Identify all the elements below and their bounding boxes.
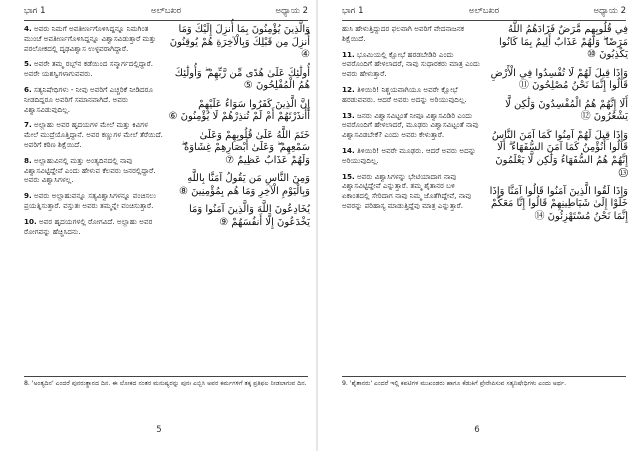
page-number: 6	[474, 425, 480, 435]
arabic-verse: وَإِذَا قِيلَ لَهُمْ لَا تُفْسِدُوا فِي الْأَرْضِ قَالُوا إِنَّمَا نَحْنُ مُصْلِحُونَ ⑪	[490, 67, 628, 91]
header-title: ಅಲ್‌ಬಖರ	[150, 6, 182, 16]
arabic-verse: وَالَّذِينَ يُؤْمِنُونَ بِمَا أُنزِلَ إِلَيْكَ وَمَا أُنزِلَ مِن قَبْلِكَ وَبِالْآخِرَةِ هُمْ يُوقِنُونَ ④	[169, 24, 310, 60]
arabic-verse: خَتَمَ اللَّهُ عَلَىٰ قُلُوبِهِمْ وَعَلَىٰ سَمْعِهِمْ ۖ وَعَلَىٰ أَبْصَارِهِمْ غِشَاوَةٌ ۖ وَلَهُمْ عَذَابٌ عَظِيمٌ ⑦	[181, 129, 310, 166]
verse-translation: 15. ಅವರು ವಿಶ್ವಾಸಿಗಳನ್ನು ಭೇಟಿಯಾದಾಗ ನಾವು ವಿಶ್ವಾಸವಿಟ್ಟಿದ್ದೇವೆ ಎನ್ನುತ್ತಾರೆ. ತಮ್ಮ ಶೈತಾನರ ಬಳಿ ಏಕಾಂತದಲ್ಲಿ ಸೇರಿದಾಗ ನಾವು ನಿಮ್ಮ ಜೊತೆಗಿದ್ದೇವೆ, ನಾವು ಅವರನ್ನು ಪರಿಹಾಸ್ಯ ಮಾಡುತ್ತಿದ್ದೆವು ಮಾತ್ರ ಎನ್ನುತ್ತಾರೆ.	[342, 171, 472, 210]
arabic-verse: يُخَادِعُونَ اللَّهَ وَالَّذِينَ آمَنُوا وَمَا يَخْدَعُونَ إِلَّا أَنفُسَهُمْ ⑨	[188, 204, 310, 228]
header-part: ಭಾಗ 1	[342, 6, 364, 16]
arabic-verse: وَإِذَا لَقُوا الَّذِينَ آمَنُوا قَالُوا آمَنَّا وَإِذَا خَلَوْا إِلَىٰ شَيَاطِينِهِمْ قَالُوا إِنَّا مَعَكُمْ إِنَّمَا نَحْنُ مُسْتَهْزِئُونَ ⑭	[489, 185, 628, 222]
verse-translation: 5. ಅವರೇ ತಮ್ಮ ರಬ್ಬ್‌ನ ಕಡೆಯಿಂದ ಸನ್ಮಾರ್ಗದಲ್ಲಿದ್ದಾರೆ. ಅವರೇ ಯಶಸ್ವಿಗಳಾಗುವವರು.	[24, 59, 153, 79]
arabic-verse: أُولَٰئِكَ عَلَىٰ هُدًى مِّن رَّبِّهِمْ ۖ وَأُولَٰئِكَ هُمُ الْمُفْلِحُونَ ⑤	[174, 67, 310, 91]
footnote: 8. 'ಅಂತ್ಯದಿನ' ಎಂದರೆ ಪುನರುತ್ಥಾನದ ದಿನ. ಈ ಲೋಕದ ನಂತರ ಮನುಷ್ಯರನ್ನು ಪುನಃ ಎಬ್ಬಿಸಿ ಅವರ ಕರ್ಮಗಳಿಗೆ ತಕ್ಕ ಪ್ರತಿಫಲ ನೀಡಲಾಗುವ ದಿನ.	[24, 376, 308, 389]
arabic-column	[486, 24, 628, 229]
verse-translation: 7. ಅಲ್ಲಾಹು ಅವರ ಹೃದಯಗಳ ಮೇಲೆ ಮತ್ತು ಕಿವಿಗಳ ಮೇಲೆ ಮುದ್ರೆಯೊತ್ತಿದ್ದಾನೆ. ಅವರ ಕಣ್ಣುಗಳ ಮೇಲೆ ತೆರೆಯಿದೆ. ಅವರಿಗೆ ಕಠಿಣ ಶಿಕ್ಷೆಯಿದೆ.	[24, 120, 163, 149]
verse-translation: 14. ತಿಳಿಯಿರಿ! ಅವರೇ ಮೂಢರು. ಆದರೆ ಅವರು ಅದನ್ನು ಅರಿಯುವುದಿಲ್ಲ.	[342, 145, 477, 165]
verse-translation: 12. ತಿಳಿಯಿರಿ! ನಿಶ್ಚಯವಾಗಿಯೂ ಅವರೇ ಕ್ಷೋಭೆ ಹರಡುವವರು. ಆದರೆ ಅವರು ಅದನ್ನು ಅರಿಯುವುದಿಲ್ಲ.	[342, 84, 467, 104]
arabic-verse: فِي قُلُوبِهِم مَّرَضٌ فَزَادَهُمُ اللَّهُ مَرَضًا ۖ وَلَهُمْ عَذَابٌ أَلِيمٌ بِمَا كَانُوا يَكْذِبُونَ ⑩	[499, 24, 628, 60]
translation-column	[342, 24, 482, 217]
arabic-verse: إِنَّ الَّذِينَ كَفَرُوا سَوَاءٌ عَلَيْهِمْ أَأَنذَرْتَهُمْ أَمْ لَمْ تُنذِرْهُمْ لَا يُؤْمِنُونَ ⑥	[168, 98, 310, 122]
verse-translation: 11. ಭೂಮಿಯಲ್ಲಿ ಕ್ಷೋಭೆ ಹರಡಬೇಡಿರಿ ಎಂದು ಅವರೊಂದಿಗೆ ಹೇಳಲಾದರೆ, ನಾವು ಸುಧಾರಕರು ಮಾತ್ರ ಎಂದು ಅವರು ಹೇಳುತ್ತಾರೆ.	[342, 49, 480, 79]
arabic-verse: وَمِنَ النَّاسِ مَن يَقُولُ آمَنَّا بِاللَّهِ وَبِالْيَوْمِ الْآخِرِ وَمَا هُم بِمُؤْمِنِينَ ⑧	[178, 173, 310, 197]
page-number: 5	[156, 425, 162, 435]
verse-translation: 8. ಅಲ್ಲಾಹುವಿನಲ್ಲಿ ಮತ್ತು ಅಂತ್ಯದಿನದಲ್ಲಿ ನಾವು ವಿಶ್ವಾಸವಿಟ್ಟಿದ್ದೇವೆ ಎಂದು ಹೇಳುವ ಕೆಲವರು ಜನರಲ್ಲಿದ್ದಾರೆ. ಅವರು ವಿಶ್ವಾಸಿಗಳಲ್ಲ.	[24, 155, 156, 185]
verse-translation: 13. ಜನರು ವಿಶ್ವಾಸವಿಟ್ಟಂತೆ ನೀವೂ ವಿಶ್ವಾಸವಿಡಿರಿ ಎಂದು ಅವರೊಂದಿಗೆ ಹೇಳಲಾದರೆ, ಮೂಢರು ವಿಶ್ವಾಸವಿಟ್ಟಂತೆ ನಾವು ವಿಶ್ವಾಸವಿಡಬೇಕೆ? ಎಂದು ಅವರು ಕೇಳುತ್ತಾರೆ.	[342, 110, 479, 140]
footnote: 9. 'ಶೈತಾನರು' ಎಂದರೆ ಇಲ್ಲಿ ಕಪಟಿಗಳ ಮುಖಂಡರು ಹಾಗೂ ಕೆಡುಕಿಗೆ ಪ್ರೇರೇಪಿಸುವ ಸತ್ಯನಿಷೇಧಿಗಳು ಎಂದು ಅರ್ಥ.	[342, 376, 626, 389]
arabic-column	[168, 24, 310, 235]
page-header	[342, 6, 626, 21]
verse-translation: 10. ಅವರ ಹೃದಯಗಳಲ್ಲಿ ರೋಗವಿದೆ. ಅಲ್ಲಾಹು ಅವರ ರೋಗವನ್ನು ಹೆಚ್ಚಿಸಿದನು.	[24, 216, 153, 236]
page-header	[24, 6, 308, 21]
header-chapter: ಅಧ್ಯಾಯ 2	[275, 6, 308, 16]
arabic-verse: أَلَا إِنَّهُمْ هُمُ الْمُفْسِدُونَ وَلَٰكِن لَّا يَشْعُرُونَ ⑫	[505, 98, 628, 122]
translation-column	[24, 24, 164, 242]
verse-translation: 6. ಸತ್ಯನಿಷೇಧಿಗಳು - ನೀವು ಅವರಿಗೆ ಎಚ್ಚರಿಕೆ ನೀಡಿದರೂ ನೀಡದಿದ್ದರೂ ಅವರಿಗೆ ಸಮಾನವಾಗಿದೆ. ಅವರು ವಿಶ್ವಾಸವಿಡುವುದಿಲ್ಲ.	[24, 84, 154, 114]
verse-translation: ಹುಸಿ ಹೇಳುತ್ತಿದ್ದುದರ ಫಲವಾಗಿ ಅವರಿಗೆ ವೇದನಾಜನಕ ಶಿಕ್ಷೆಯಿದೆ.	[342, 24, 465, 43]
verse-translation: 9. ಅವರು ಅಲ್ಲಾಹುವನ್ನೂ ಸತ್ಯವಿಶ್ವಾಸಿಗಳನ್ನೂ ವಂಚಿಸಲು ಪ್ರಯತ್ನಿಸುತ್ತಾರೆ. ವಸ್ತುತಃ ಅವರು ತಮ್ಮನ್ನೇ ವಂಚಿಸುತ್ತಾರೆ.	[24, 191, 157, 210]
verse-translation: 4. ಅವರು ನಿಮಗೆ ಅವತೀರ್ಣಗೊಳಿಸಿದ್ದನ್ನೂ ನಿಮಗಿಂತ ಮುಂಚೆ ಅವತೀರ್ಣಗೊಳಿಸಿದ್ದನ್ನೂ ವಿಶ್ವಾಸವಿಡುತ್ತಾರೆ ಮತ್ತು ಪರಲೋಕದಲ್ಲಿ ದೃಢವಿಶ್ವಾಸ ಉಳ್ಳವರಾಗಿದ್ದಾರೆ.	[24, 24, 157, 53]
book-gutter	[316, 0, 318, 451]
left-page	[4, 0, 314, 451]
header-chapter: ಅಧ್ಯಾಯ 2	[593, 6, 626, 16]
right-page	[322, 0, 632, 451]
arabic-verse: وَإِذَا قِيلَ لَهُمْ آمِنُوا كَمَا آمَنَ النَّاسُ قَالُوا أَنُؤْمِنُ كَمَا آمَنَ السُّفَهَاءُ ۗ أَلَا إِنَّهُمْ هُمُ السُّفَهَاءُ وَلَٰكِن لَّا يَعْلَمُونَ ⑬	[491, 129, 628, 178]
header-title: ಅಲ್‌ಬಖರ	[468, 6, 500, 16]
header-part: ಭಾಗ 1	[24, 6, 46, 16]
